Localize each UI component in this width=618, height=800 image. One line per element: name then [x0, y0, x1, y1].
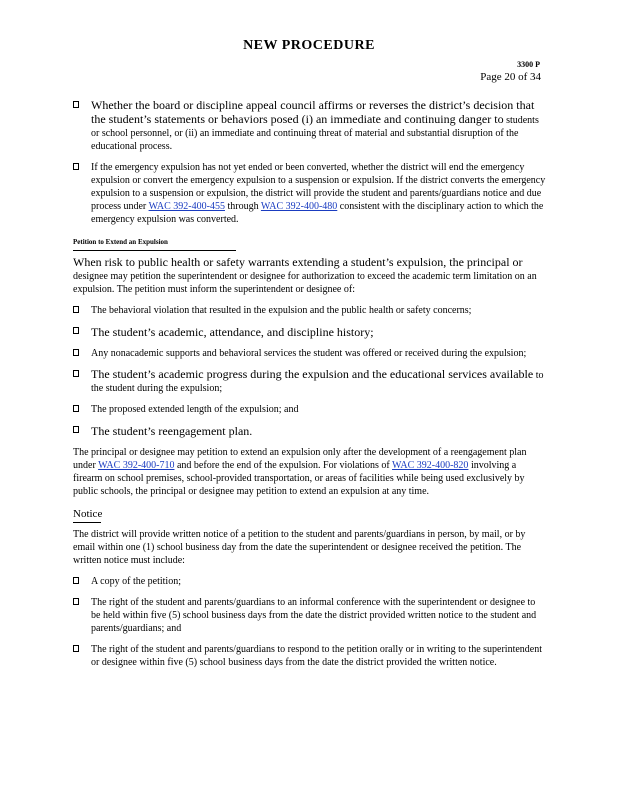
paragraph-lead-text: When risk to public health or safety warrants extending a student’s expulsion, the principal or — [73, 255, 523, 269]
item-lead-text: Whether the board or discipline appeal council affirms or reverses the district’s decision that the student’s statements or behaviors posed (i) an immediate and continuing danger to — [91, 98, 535, 126]
wac-link[interactable]: WAC 392-400-480 — [260, 201, 338, 212]
list-item — [73, 304, 547, 317]
item-text: The right of the student and parents/guardians to respond to the petition orally or in writing to the superintendent or designee within five (5) school business days from the date the district provided the written notice. — [91, 644, 543, 668]
section-heading-notice: Notice — [73, 508, 101, 523]
item-text: to the student during the expulsion; — [91, 370, 544, 394]
bullet-box-icon — [73, 577, 79, 584]
list-item — [73, 596, 547, 635]
list-item — [73, 347, 547, 360]
bullet-box-icon — [73, 370, 79, 377]
bullet-box-icon — [73, 349, 79, 356]
item-text: students or school personnel, or (ii) an immediate and continuing threat of material and substantial disruption of the educational process. — [91, 115, 539, 152]
bullet-box-icon — [73, 405, 79, 412]
paragraph-text: The principal or designee may petition to extend an expulsion only after the development of a reengagement plan under — [73, 447, 527, 471]
bullet-box-icon — [73, 598, 79, 605]
bullet-box-icon — [73, 426, 79, 433]
paragraph-text: involving a firearm on school premises, school-provided transportation, or areas of facilities while being used exclusively by public schools, the principal or designee may petition to extend an expulsion at any time. — [73, 460, 525, 497]
wac-link[interactable]: WAC 392-400-710 — [98, 460, 175, 471]
page-number: Page 20 of 34 — [480, 71, 541, 83]
wac-link[interactable]: WAC 392-400-455 — [148, 201, 225, 212]
paragraph: The district will provide written notice of a petition to the student and parents/guardians in person, by mail, or by email within one (1) school business day from the date the superintendent or designee received the petition. The written notice must include: — [73, 529, 526, 566]
item-text: The proposed extended length of the expulsion; and — [91, 404, 299, 415]
item-text: The student’s reengagement plan. — [91, 424, 253, 438]
list-item — [73, 424, 547, 438]
bullet-box-icon — [73, 306, 79, 313]
list-item — [73, 99, 547, 153]
document-number: 3300 P — [517, 60, 540, 69]
item-text: If the emergency expulsion has not yet ended or been converted, whether the district will end the emergency expulsion or convert the emergency expulsion to a suspension or expulsion. If the district converts the emergency expulsion to a suspension or expulsion, the district will provide the student and parents/guardians notice and due process under — [91, 162, 546, 212]
paragraph — [73, 256, 547, 296]
page-title: NEW PROCEDURE — [243, 38, 375, 53]
list-item — [73, 368, 547, 395]
item-text: consistent with the disciplinary action to which the emergency expulsion was converted. — [91, 201, 544, 225]
item-text: through — [224, 201, 261, 212]
paragraph-text: and before the end of the expulsion. For violations of — [174, 460, 393, 471]
section-heading-petition: Petition to Extend an Expulsion — [73, 236, 236, 251]
item-text: The right of the student and parents/guardians to an informal conference with the superintendent or designee to be held within five (5) school business days from the date the district provided written notice to the student and parents/guardians; and — [91, 597, 537, 634]
list-item — [73, 575, 547, 588]
item-text: Any nonacademic supports and behavioral services the student was offered or received during the expulsion; — [91, 348, 527, 359]
document-body — [73, 99, 547, 677]
item-text: The behavioral violation that resulted in the expulsion and the public health or safety concerns; — [91, 305, 472, 316]
wac-link[interactable]: WAC 392-400-820 — [392, 460, 469, 471]
bullet-box-icon — [73, 645, 79, 652]
list-item — [73, 161, 547, 226]
list-item — [73, 325, 547, 339]
bullet-box-icon — [73, 327, 79, 334]
paragraph — [73, 446, 547, 498]
paragraph-text: designee may petition the superintendent or designee for authorization to exceed the academic term limitation on an expulsion. The petition must inform the superintendent or designee of: — [73, 271, 537, 295]
bullet-box-icon — [73, 163, 79, 170]
item-lead-text: The student’s academic progress during the expulsion and the educational services available — [91, 367, 534, 381]
item-text: The student’s academic, attendance, and discipline history; — [91, 325, 374, 339]
list-item — [73, 643, 547, 669]
item-text: A copy of the petition; — [91, 576, 181, 587]
list-item — [73, 403, 547, 416]
bullet-box-icon — [73, 101, 79, 108]
